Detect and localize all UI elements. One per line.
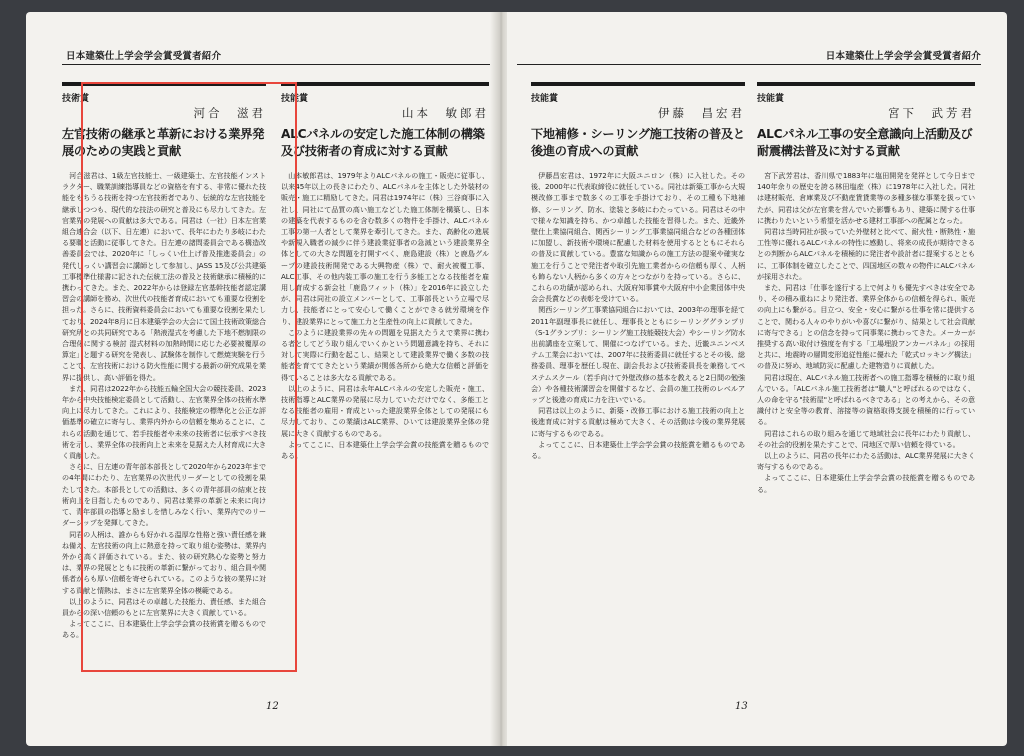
article-paragraph: 同君は当時同社が扱っていた外壁材と比べて、耐火性・断熱性・施工性等に優れるALCパネルの特性に感動し、将来の成長が期待できるとの判断からALCパネルを積極的に発注者や設計者に提案するとともに、工事体制を確立したことで、四国地区の数々の物件にALCパネルが採用された。 bbox=[757, 227, 975, 281]
article-paragraph: 同君は現在、ALCパネル施工技術者への施工指導を積極的に取り組んでいる。「ALCパネル施工技術者は"職人"と呼ばれるのではなく、人の命を守る"技術屋"と呼ばれるべきである」との考えから、その意識付けと安全等の教育、溶接等の資格取得支援を積極的に行っている。 bbox=[757, 372, 975, 427]
article-paragraph: 伊藤昌宏君は、1972年に大阪ユニロン（株）に入社した。その後、2000年に代表取締役に就任している。同社は新築工事から大規模改修工事まで数多くの工事を手掛けており、その工種も下地補修、シーリング、防水、塗装と多岐にわたっている。同君はその中で様々な知識を持ち、かつ卓越した技能を習得した。また、近畿外壁仕上業協同組合、関西シーリング工事業協同組合などの各種団体に加盟し、新技術や環境に配慮した材料を使用するとともにそれらの普及に貢献している。豊富な知識からの施工方法の提案や確実な施工を行うことで発注者や取引先施工業者からの信頼も厚く、人柄も飾らない人柄から多くの方々とつながりを持っている。さらに、これらの功績が認められ、大阪府知事賞や大阪府中小企業団体中央会会長賞などの表彰を受けている。 bbox=[531, 171, 745, 304]
awardee-name: 山本 敏郎君 bbox=[402, 106, 489, 120]
awardee-name: 宮下 武芳君 bbox=[888, 106, 975, 120]
award-category: 技能賞 bbox=[281, 94, 309, 104]
awardee-name: 河合 滋君 bbox=[193, 106, 266, 120]
article-kawai bbox=[62, 82, 266, 641]
article-ito bbox=[531, 82, 745, 461]
column-top-rule bbox=[531, 82, 745, 86]
article-paragraph: 以上のように、同君はその卓越した技能力、責任感、また組合員からの深い信頼のもとに左官業界に大きく貢献している。 bbox=[62, 596, 266, 617]
article-paragraph: 同君はこれらの取り組みを通じて地域社会に長年にわたり貢献し、その社会的役割を果たすことで、同地区で厚い信頼を得ている。 bbox=[757, 428, 975, 449]
right-page bbox=[507, 12, 1007, 746]
running-header-right: 日本建築仕上学会学会賞受賞者紹介 bbox=[825, 51, 981, 62]
article-paragraph: 河合滋君は、1級左官技能士、一級建築士、左官技能インストラクター、職業訓練指導員などの資格を有する、非常に優れた技能をもちうる技術を持つ左官技術者であり、伝統的な左官技能を継承しつつも、現代的な技法の研究と普及にも尽力してきた。左官業界の発展への貢献は多大である。同君は（一社）日本左官業組合連合会（以下、日左連）において、長年にわたり多岐にわたる要職と活動に従事してきた。日左連の諸問委員会である構造改善委員会では、2020年に「しっくい仕上げ普及推進委員会」の発代しっくい講習会に講師として参加し、JASS 15及び公共建築工事標準仕様書に記された伝統工法の普及と技術継承に積極的に携わってきた。また、2022年からは登録左官基幹技能者認定講習会の講師を務め、次世代の技能者育成においても重要な役割を担った。さらに、技術資料委員会においても重要な役割を果たしており、2024年8月に日本建築学会の大会にて国土技術政策総合研究所との共同研究である「熱液湿式を考慮した下地不燃制限の合理化に関する検討 湿式材料の加熱時間に応じた必要被覆厚の算定」と題する研究を発表し、試験体を制作して燃焼実験を行うことで、左官技術における防火性能に関する最新の研究成果を業界に提供し、高い評価を得た。 bbox=[62, 171, 266, 382]
article-title: 左官技術の継承と革新における業界発展のための実践と貢献 bbox=[62, 127, 265, 158]
article-paragraph: 以上のように、同君の長年にわたる活動は、ALC業界発展に大きく寄与するものである。 bbox=[757, 451, 975, 472]
article-paragraph: 同君は以上のように、新築・改修工事における施工技術の向上と後進育成に対する貢献は極めて大きく、その活動は今後の業界発展に寄与するものである。 bbox=[531, 406, 745, 438]
column-top-rule bbox=[62, 82, 266, 86]
header-rule-left bbox=[62, 64, 492, 65]
article-paragraph: 山本敏郎君は、1979年よりALCパネルの施工・販売に従事し、以来45年以上の長きにわたり、ALCパネルを主体とした外装材の販売・施工に精励してきた。同君は1974年に（株）三谷商事に入社し、同社にて品質の高い施工などした施工体制を構築し、日本の建築を代表するものを含む数多くの物件を手掛け、ALCパネル工事の第一人者として業界を牽引してきた。また、高齢化の進展や新規入職者の減少に伴う建設業従事者の急減という建設業界全体としての大きな問題を打開すべく、鹿島建設（株）と鹿島グループの建設技術開発である大興物産（株）で、耐火被覆工事、ALC工事、その他内装工事の施工を行う多能工となる技能者を雇用し育成する新会社「鹿島フィット（株）」を2016年に設立したが、同君は同社の設立メンバーとして、工事部長という立場で尽力し、技能者にとって安心して働くことができる就労環境を作り、建設業界にとって施工力と生産性の向上に貢献してきた。 bbox=[281, 171, 489, 326]
article-yamamoto bbox=[281, 82, 489, 461]
article-paragraph: また、同君は「仕事を遂行する上で何よりも優先すべきは安全であり、その積み重ねにより発注者、業界全体からの信頼を得られ、販売の向上にも繋がる。目立つ、安全・安心に繋がる仕事を常に提供することで、関わる人々のやりがいや喜びに繋がり、結果として社会貢献に寄与できる」との信念を持って同事業に携わってきた。メーカーが推奨する高い取付け強度を有する「工場埋設アンカーパネル」の採用と共に、地震時の層間変形追従性能に優れた「乾式ロッキング構法」の普及に努め、地域防災に配慮した建物造りに貢献した。 bbox=[757, 283, 975, 371]
article-paragraph: よってここに、日本建築仕上学会学会賞の技能賞を贈るものである。 bbox=[531, 439, 745, 461]
award-category: 技能賞 bbox=[531, 94, 559, 104]
column-top-rule bbox=[281, 82, 489, 86]
article-title: 下地補修・シーリング施工技術の普及と後進の育成への貢献 bbox=[531, 127, 745, 158]
article-paragraph: また、同君は2022年から技能五輪全国大会の競技委員、2023年から中央技能検定委員として活動し、左官業界全体の技術水準向上に尽力してきた。これにより、技能検定の標準化と公正な評価基準の確立に寄与し、業界内外からの信頼を集めることに、これらの活動を通じて、若手技能者や未来の技術者に伝承すべき技術を示し、業界全体の技術向上と未来を見据えた人材育成に大きく貢献した。 bbox=[62, 383, 266, 461]
article-paragraph: さらに、日左連の青年部本部長として2020年から2023年までの4年間にわたり、左官業界の次世代リーダーとしての役割を果たしてきた。本部長としての活動は、多くの青年部員の結束と技術向上を目指したものであり、同君は業界の革新と未来に向けて、青年部員の指導と励ましを惜しみなく行い、業界内でのリーダーシップを発揮してきた。 bbox=[62, 462, 266, 528]
article-title: ALCパネル工事の安全意識向上活動及び耐震構法普及に対する貢献 bbox=[757, 127, 973, 158]
award-category: 技能賞 bbox=[757, 94, 785, 104]
page-number-left: 12 bbox=[266, 701, 279, 712]
award-category: 技術賞 bbox=[62, 94, 90, 104]
article-miyashita bbox=[757, 82, 975, 495]
article-paragraph: よってここに、日本建築仕上学会学会賞の技術賞を贈るものである。 bbox=[62, 619, 266, 640]
article-paragraph: 同君の人柄は、誰からも好かれる温厚な性格と強い責任感を兼ね備え、左官技術の向上に熱意を持って取り組む姿勢は、業界内外から高く評価されている。また、彼の研究熱心な姿勢と努力は、業界の発展とともに技術の革新に繋がっており、組合員や関係者からも厚い信頼を寄せられている。このような彼の業界に対する貢献と情熱は、まさに左官業界全体の模範である。 bbox=[62, 529, 266, 595]
awardee-name: 伊藤 昌宏君 bbox=[658, 106, 745, 120]
article-paragraph: 宮下武芳君は、香川県で1883年に塩田開発を発祥として今日まで140年余りの歴史を誇る林田塩産（株）に1978年に入社した。同社は建材販売、倉庫業及び不動産賃貸業等の多種多様な事業を扱っていたが、同君は父が左官業を営んでいた影響もあり、建築に関する仕事に携わりたいという希望を活かせる建材工事部への配属となった。 bbox=[757, 171, 975, 225]
column-top-rule bbox=[757, 82, 975, 86]
article-paragraph: よってここに、日本建築仕上学会学会賞の技能賞を贈るものである。 bbox=[757, 473, 975, 494]
article-paragraph: 以上のように、同君は永年ALCパネルの安定した販売・施工、技術指導とALC業界の発展に尽力していただけでなく、多能工となる技能者の雇用・育成といった建設業界全体としての発展にも尽力しており、この業績はALC業界、ひいては建設業界全体の発展に大きく貢献するものである。 bbox=[281, 383, 489, 438]
page-number-right: 13 bbox=[735, 701, 748, 712]
article-paragraph: よってここに、日本建築仕上学会学会賞の技能賞を贈るものである。 bbox=[281, 439, 489, 461]
running-header-left: 日本建築仕上学会学会賞受賞者紹介 bbox=[66, 51, 222, 62]
left-page bbox=[26, 12, 498, 746]
article-paragraph: このように建設業界の先々の問題を見据えたうえで業界に携わる者としてどう取り組んでいくかという問題意識を持ち、それに対して実際に行動を起こし、結果として建設業界で働く多数の技能者を育ててきたという業績が関係各所から絶大な信頼と評価を得ていることは多大なる貢献である。 bbox=[281, 327, 489, 382]
article-paragraph: 関西シーリング工事業協同組合においては、2003年の理事を経て2011年副理事長に就任し、理事長とともにシーリンググランプリ（S-1グランプリ：シーリング施工技能競技大会）やシーリング防水出前講座を立案して、開催につなげている。また、近畿ユニンベステム工業会においては、2007年に技術委員に就任するとその後、総務委員、理事を歴任し現在、副会長および技術委員長を兼務してペステムスクール（若手向けて外壁改修の基本を教えると2日間の勉強会）や各種技術講習会を開催するなど、会員の施工技術のレベルアップと後進の育成に力を注いでいる。 bbox=[531, 305, 745, 405]
header-rule-right bbox=[517, 64, 981, 65]
article-title: ALCパネルの安定した施工体制の構築及び技術者の育成に対する貢献 bbox=[281, 127, 485, 158]
